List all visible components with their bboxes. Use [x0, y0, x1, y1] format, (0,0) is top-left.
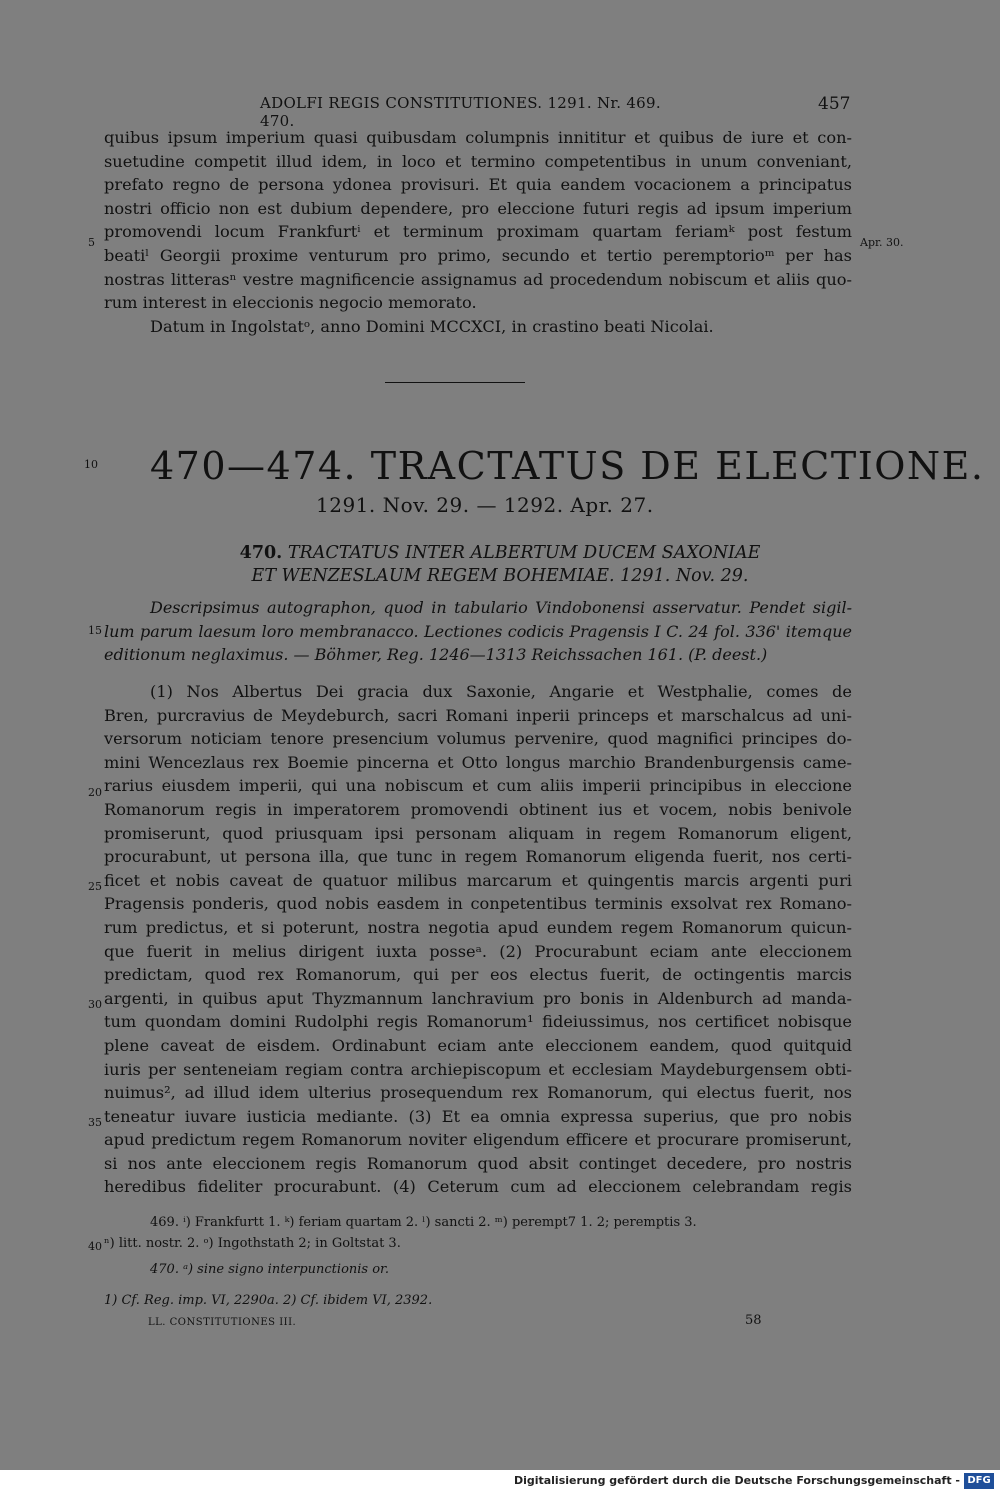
text-line: plene caveat de eisdem. Ordinabunt eciam ante eleccionem eandem, quod quitquid — [104, 1035, 852, 1055]
line-number: 15 — [88, 624, 102, 637]
text-line: suetudine competit illud idem, in loco et termino competentibus in unum conveniant, — [104, 151, 852, 171]
section-title: 470—474. TRACTATUS DE ELECTIONE. — [150, 444, 985, 488]
references: 1) Cf. Reg. imp. VI, 2290a. 2) Cf. ibidem VI, 2392. — [104, 1293, 433, 1308]
text-line: tum quondam domini Rudolphi regis Romanorum¹ fideiussimus, nos certificet nobisque — [104, 1012, 852, 1032]
text-line: quibus ipsum imperium quasi quibusdam columpnis innititur et quibus de iure et con- — [104, 128, 852, 147]
text-line: Bren, purcravius de Meydeburch, sacri Romani inperii princeps et marschalcus ad uni- — [104, 705, 852, 725]
text-line: ficet et nobis caveat de quatuor milibus marcarum et quingentis marcis argenti puri — [104, 870, 852, 890]
text-line: nuimus², ad illud idem ulterius prosequendum rex Romanorum, qui electus fuerit, nos — [104, 1083, 852, 1103]
line-number: 30 — [88, 998, 102, 1011]
text-line: promiserunt, quod priusquam ipsi personam aliquam in regem Romanorum eligent, — [104, 823, 852, 843]
text-line: nostras litterasⁿ vestre magnificencie assignamus ad procedendum nobiscum et aliis quo- — [104, 269, 852, 289]
footnote-470: 470. ᵃ) sine signo interpunctionis or. — [150, 1262, 389, 1277]
doc470-title-line1: 470. TRACTATUS INTER ALBERTUM DUCEM SAXONIAE — [239, 543, 761, 563]
dfg-logo: DFG — [964, 1473, 994, 1489]
text-line: teneatur iuvare iusticia mediante. (3) Et ea omnia expressa superius, que pro nobis — [104, 1106, 852, 1126]
running-title: ADOLFI REGIS CONSTITUTIONES. 1291. Nr. 469. 470. — [260, 94, 661, 130]
doc470-text — [104, 680, 852, 1199]
text-line: rarius eiusdem imperii, qui una nobiscum et cum aliis imperii principibus in eleccione — [104, 776, 852, 796]
line-number: 40 — [88, 1240, 102, 1253]
section-divider — [385, 382, 525, 383]
footnote-469: 469. ⁱ) Frankfurtt 1. ᵏ) feriam quartam 2. ˡ) sancti 2. ᵐ) perempt7 1. 2; peremptis 3. — [150, 1215, 697, 1230]
text-line: nostri officio non est dubium dependere, pro eleccione futuri regis ad ipsum imperium — [104, 198, 852, 218]
text-line: procurabunt, ut persona illa, que tunc in regem Romanorum eligenda fuerit, nos certi- — [104, 847, 852, 867]
doc469-text — [104, 126, 852, 338]
footer-signature: 58 — [745, 1313, 762, 1328]
line-number: 25 — [88, 880, 102, 893]
text-line: promovendi locum Frankfurtⁱ et terminum proximam quartam feriamᵏ post festum — [104, 222, 852, 242]
text-line: versorum noticiam tenore presencium volumus pervenire, quod magnifici principes do- — [104, 729, 852, 749]
dfg-credit: Digitalisierung gefördert durch die Deutsche Forschungsgemeinschaft - — [513, 1474, 960, 1487]
text-line: argenti, in quibus aput Thyzmannum lanchravium pro bonis in Aldenburch ad manda- — [104, 988, 852, 1008]
source-line: lum parum laesum loro membranacco. Lectiones codicis Pragensis I C. 24 fol. 336' itemque — [104, 621, 852, 641]
source-line: editionum neglaximus. — Böhmer, Reg. 1246—1313 Reichssachen 161. (P. deest.) — [104, 645, 768, 665]
dfg-bar — [0, 1470, 1000, 1493]
text-line: Romanorum regis in imperatorem promovendi obtinent ius et vocem, nobis benivole — [104, 799, 852, 819]
text-line: predictam, quod rex Romanorum, qui per eos electus fuerit, de octingentis marcis — [104, 965, 852, 985]
footnote-469b: ⁿ) litt. nostr. 2. ᵒ) Ingothstath 2; in Goltstat 3. — [104, 1236, 401, 1251]
text-line: beatiˡ Georgii proxime venturum pro primo, secundo et tertio peremptorioᵐ per has — [104, 245, 852, 265]
text-line: apud predictum regem Romanorum noviter eligendum efficere et procurare promiserunt, — [104, 1130, 852, 1150]
doc470-title-line2: ET WENZESLAUM REGEM BOHEMIAE. 1291. Nov. 29. — [251, 566, 749, 586]
line-number: 35 — [88, 1116, 102, 1129]
text-line: heredibus fideliter procurabunt. (4) Ceterum cum ad eleccionem celebrandam regis — [104, 1177, 852, 1197]
margin-date: Apr. 30. — [860, 236, 904, 249]
datum-line: Datum in Ingolstatᵒ, anno Domini MCCXCI, in crastino beati Nicolai. — [150, 316, 714, 336]
text-line: rum interest in eleccionis negocio memorato. — [104, 293, 477, 313]
source-note — [104, 596, 852, 667]
line-number: 5 — [88, 236, 95, 249]
footer-series: LL. CONSTITUTIONES III. — [148, 1317, 297, 1328]
doc-number: 470. — [239, 543, 283, 563]
text-line: que fuerit in melius dirigent iuxta posseᵃ. (2) Procurabunt eciam ante eleccionem — [104, 941, 852, 961]
source-line: Descripsimus autographon, quod in tabulario Vindobonensi asservatur. Pendet sigil- — [150, 598, 852, 617]
section-dates: 1291. Nov. 29. — 1292. Apr. 27. — [316, 493, 654, 517]
text-line: si nos ante eleccionem regis Romanorum quod absit continget decedere, pro nostris — [104, 1153, 852, 1173]
text-line: prefato regno de persona ydonea provisuri. Et quia eandem vocacionem a principatus — [104, 175, 852, 195]
text-line: rum predictus, et si poterunt, nostra negotia apud eundem regem Romanorum quicun- — [104, 917, 852, 937]
line-number: 20 — [88, 786, 102, 799]
text-line: Pragensis ponderis, quod nobis easdem in conpetentibus terminis exsolvat rex Romano- — [104, 894, 852, 914]
page-number: 457 — [818, 94, 851, 114]
text-line: mini Wencezlaus rex Boemie pincerna et Otto longus marchio Brandenburgensis came- — [104, 752, 852, 772]
text-line: iuris per senteneiam regiam contra archiepiscopum et ecclesiam Maydeburgensem obti- — [104, 1059, 852, 1079]
line-number: 10 — [84, 458, 98, 471]
text-line: (1) Nos Albertus Dei gracia dux Saxonie, Angarie et Westphalie, comes de — [150, 682, 852, 701]
